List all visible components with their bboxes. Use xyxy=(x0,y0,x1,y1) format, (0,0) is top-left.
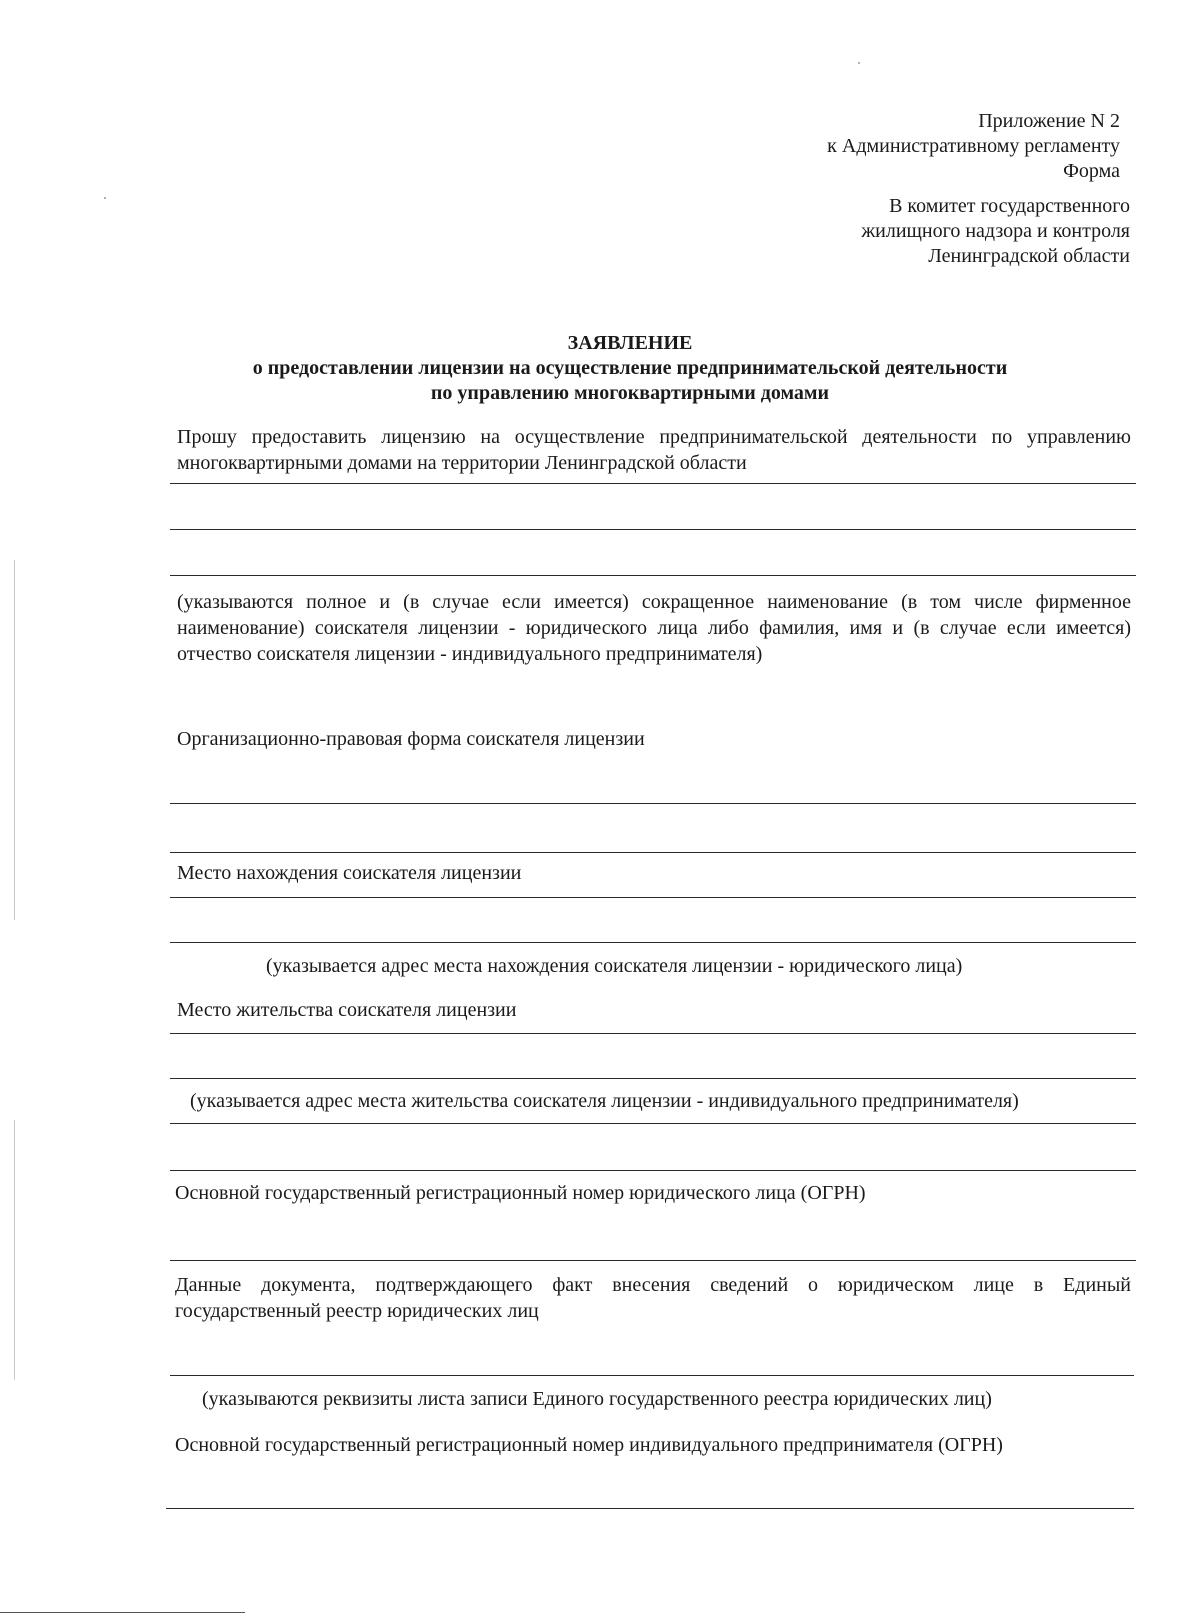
request-paragraph: Прошу предоставить лицензию на осуществление предпринимательской деятельности по управлению многоквартирными домами на территории Ленинградской области xyxy=(177,426,1131,474)
fill-line-residence[interactable] xyxy=(170,1033,1136,1034)
form-label: Форма xyxy=(1063,160,1120,182)
fill-line-egrul-document[interactable] xyxy=(170,1375,1134,1376)
regulation-reference: к Административному регламенту xyxy=(827,135,1120,157)
location-label: Место нахождения соискателя лицензии xyxy=(177,862,522,884)
fill-line-location[interactable] xyxy=(170,942,1136,943)
fill-line-residence[interactable] xyxy=(170,1170,1136,1171)
legal-form-label: Организационно-правовая форма соискателя лицензии xyxy=(177,728,645,750)
scan-bottom-edge xyxy=(0,1612,245,1613)
applicant-name-hint: (указываются полное и (в случае если имеется) сокращенное наименование (в том числе фирменное наименование) соискателя лицензии - юридического лица либо фамилия, имя и (в случае если имеется) отчество соискателя лицензии - индивидуального предпринимателя) xyxy=(177,591,1131,665)
fill-line-applicant-name[interactable] xyxy=(170,575,1136,576)
document-subtitle: о предоставлении лицензии на осуществление предпринимательской деятельности xyxy=(252,357,1008,379)
recipient-line: жилищного надзора и контроля xyxy=(861,220,1130,242)
document-title: ЗАЯВЛЕНИЕ xyxy=(567,332,693,354)
recipient-line: Ленинградской области xyxy=(928,245,1130,267)
residence-label: Место жительства соискателя лицензии xyxy=(177,999,517,1021)
ogrn-ip-label: Основной государственный регистрационный номер индивидуального предпринимателя (ОГРН) xyxy=(175,1434,1003,1456)
fill-line-legal-form[interactable] xyxy=(170,852,1136,853)
residence-hint: (указывается адрес места жительства соискателя лицензии - индивидуального предпринимателя) xyxy=(190,1090,1019,1112)
scan-speck xyxy=(104,197,106,199)
fill-line-applicant-name[interactable] xyxy=(170,483,1136,484)
fill-line-legal-form[interactable] xyxy=(170,803,1136,804)
fill-line-applicant-name[interactable] xyxy=(170,529,1136,530)
appendix-number: Приложение N 2 xyxy=(978,110,1120,132)
scan-speck xyxy=(858,62,860,64)
fill-line-residence[interactable] xyxy=(170,1123,1136,1124)
recipient-line: В комитет государственного xyxy=(889,195,1130,217)
fill-line-location[interactable] xyxy=(170,897,1136,898)
fill-line-residence[interactable] xyxy=(170,1078,1136,1079)
scan-edge-mark xyxy=(14,1120,15,1380)
ogrn-legal-label: Основной государственный регистрационный номер юридического лица (ОГРН) xyxy=(175,1182,866,1204)
location-hint: (указывается адрес места нахождения соискателя лицензии - юридического лица) xyxy=(266,955,963,977)
fill-line-ogrn-ip[interactable] xyxy=(166,1508,1134,1509)
document-subtitle: по управлению многоквартирными домами xyxy=(430,382,830,404)
egrul-document-label: Данные документа, подтверждающего факт внесения сведений о юридическом лице в Единый государственный реестр юридических лиц xyxy=(175,1274,1131,1322)
egrul-hint: (указываются реквизиты листа записи Единого государственного реестра юридических лиц) xyxy=(202,1388,992,1410)
scan-edge-mark xyxy=(14,560,15,920)
fill-line-ogrn-legal[interactable] xyxy=(170,1260,1136,1261)
